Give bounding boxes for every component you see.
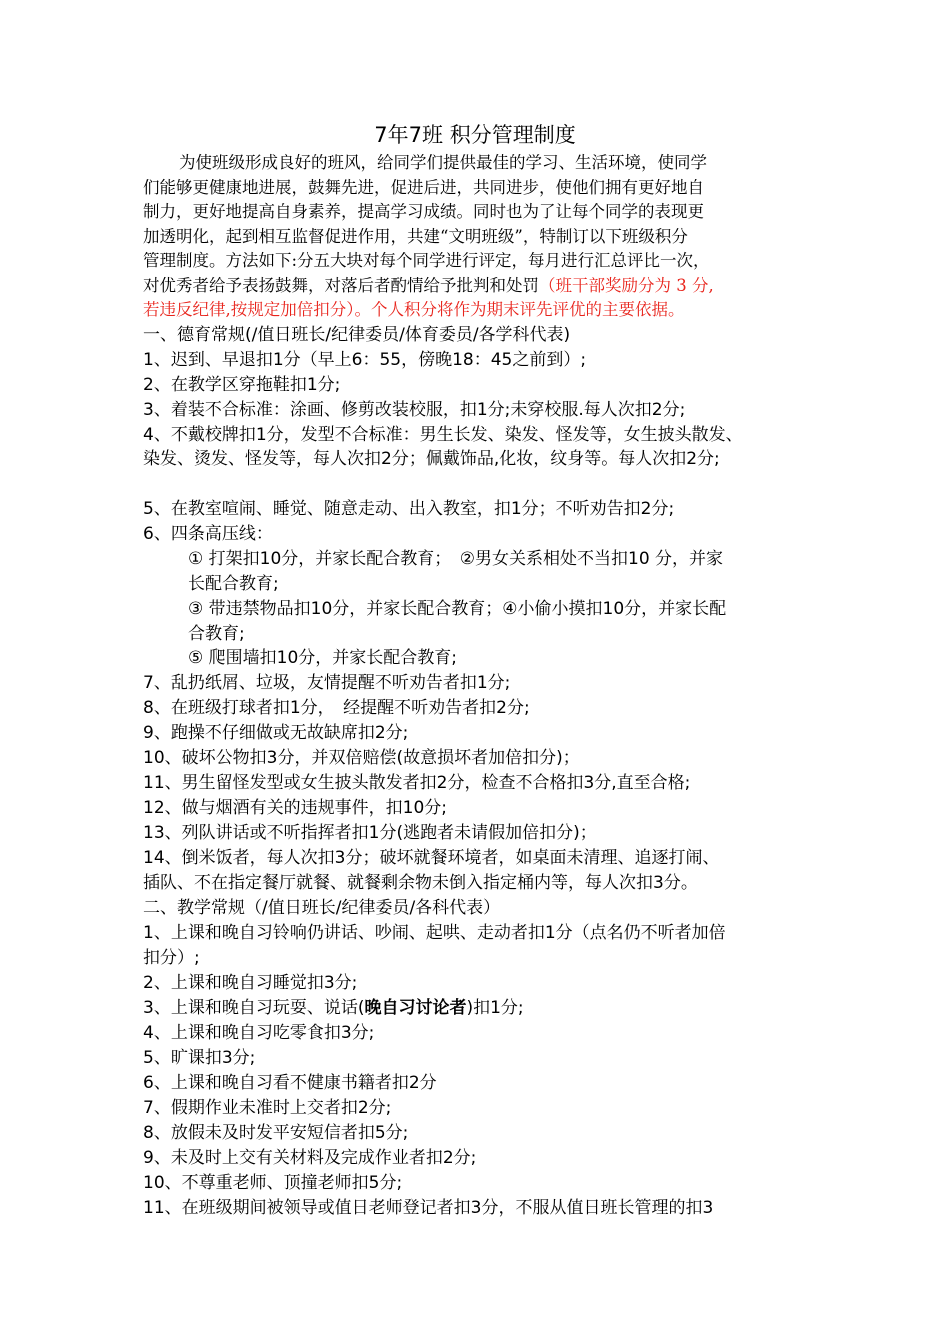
intro-text: 对优秀者给予表扬鼓舞，对落后者酌情给予批判和处罚: [143, 276, 539, 295]
sub-rule-item: ⑤ 爬围墙扣10分，并家长配合教育;: [188, 648, 458, 668]
rule-item: 染发、烫发、怪发等，每人次扣2分；佩戴饰品,化妆，纹身等。每人次扣2分;: [143, 449, 720, 469]
rule-item: [143, 996, 524, 1021]
rule-item: 8、在班级打球者扣1分， 经提醒不听劝告者扣2分;: [143, 698, 530, 718]
section-heading: 一、德育常规(/值日班长/纪律委员/体育委员/各学科代表): [143, 325, 571, 345]
rule-item: 14、倒米饭者，每人次扣3分；破坏就餐环境者，如桌面未清理、追逐打闹、: [143, 848, 720, 868]
intro-line: 管理制度。方法如下:分五大块对每个同学进行评定，每月进行汇总评比一次，: [143, 251, 710, 270]
rule-item: 4、上课和晚自习吃零食扣3分;: [143, 1023, 375, 1043]
intro-line: [143, 273, 714, 298]
intro-highlight: （班干部奖励分为 3 分,: [539, 276, 714, 295]
section-heading: 二、教学常规（/值日班长/纪律委员/各科代表）: [143, 898, 501, 918]
rule-item: 9、跑操不仔细做或无故缺席扣2分;: [143, 723, 409, 743]
rule-text: )扣1分;: [466, 998, 524, 1018]
intro-line: 为使班级形成良好的班风，给同学们提供最佳的学习、生活环境，使同学: [179, 153, 707, 172]
rule-item: 12、做与烟酒有关的违规事件，扣10分;: [143, 798, 447, 818]
intro-line: 加透明化，起到相互监督促进作用，共建“文明班级”，特制订以下班级积分: [143, 227, 688, 246]
document-title: 7年7班 积分管理制度: [374, 123, 576, 147]
sub-rule-item: 长配合教育;: [188, 574, 279, 594]
rule-item: 7、假期作业未准时上交者扣2分;: [143, 1098, 392, 1118]
intro-highlight: 若违反纪律,按规定加倍扣分）。个人积分将作为期末评先评优的主要依据。: [143, 300, 685, 319]
rule-item: 2、在教学区穿拖鞋扣1分;: [143, 375, 341, 395]
rule-item: 5、在教室喧闹、睡觉、随意走动、出入教室，扣1分；不听劝告扣2分;: [143, 499, 675, 519]
rule-item: 5、旷课扣3分;: [143, 1048, 256, 1068]
rule-item: 6、四条高压线：: [143, 524, 273, 544]
rule-item: 4、不戴校牌扣1分，发型不合标准：男生长发、染发、怪发等，女生披头散发、: [143, 425, 743, 445]
rule-item: 扣分）;: [143, 948, 200, 968]
intro-line: 制力，更好地提高自身素养，提高学习成绩。同时也为了让每个同学的表现更: [143, 202, 704, 221]
sub-rule-item: ③ 带违禁物品扣10分，并家长配合教育；④小偷小摸扣10分，并家长配: [188, 599, 727, 619]
rule-item: 插队、不在指定餐厅就餐、就餐剩余物未倒入指定桶内等，每人次扣3分。: [143, 873, 698, 893]
rule-item: 2、上课和晚自习睡觉扣3分;: [143, 973, 358, 993]
rule-item: 10、破坏公物扣3分，并双倍赔偿(故意损坏者加倍扣分)；: [143, 748, 580, 768]
rule-item: 1、上课和晚自习铃响仍讲话、吵闹、起哄、走动者扣1分（点名仍不听者加倍: [143, 923, 726, 943]
rule-item: 3、着装不合标准：涂画、修剪改装校服，扣1分;未穿校服.每人次扣2分;: [143, 400, 686, 420]
rule-item: 8、放假未及时发平安短信者扣5分;: [143, 1123, 409, 1143]
rule-item: 6、上课和晚自习看不健康书籍者扣2分: [143, 1073, 437, 1093]
rule-item: 10、不尊重老师、顶撞老师扣5分;: [143, 1173, 403, 1193]
sub-rule-item: 合教育;: [188, 624, 245, 644]
rule-item: 11、男生留怪发型或女生披头散发者扣2分，检查不合格扣3分,直至合格;: [143, 773, 691, 793]
rule-item: 1、迟到、早退扣1分（早上6：55，傍晚18：45之前到）;: [143, 350, 587, 370]
rule-item: 11、在班级期间被领导或值日老师登记者扣3分，不服从值日班长管理的扣3: [143, 1198, 714, 1218]
rule-text: 3、上课和晚自习玩耍、说话(: [143, 998, 365, 1018]
rule-emphasis: 晚自习讨论者: [364, 998, 467, 1018]
rule-item: 9、未及时上交有关材料及完成作业者扣2分;: [143, 1148, 477, 1168]
sub-rule-item: ① 打架扣10分，并家长配合教育； ②男女关系相处不当扣10 分，并家: [188, 549, 724, 569]
intro-line: 们能够更健康地进展，鼓舞先进，促进后进，共同进步，使他们拥有更好地自: [143, 178, 704, 197]
rule-item: 13、列队讲话或不听指挥者扣1分(逃跑者未请假加倍扣分)；: [143, 823, 597, 843]
rule-item: 7、乱扔纸屑、垃圾，友情提醒不听劝告者扣1分;: [143, 673, 511, 693]
